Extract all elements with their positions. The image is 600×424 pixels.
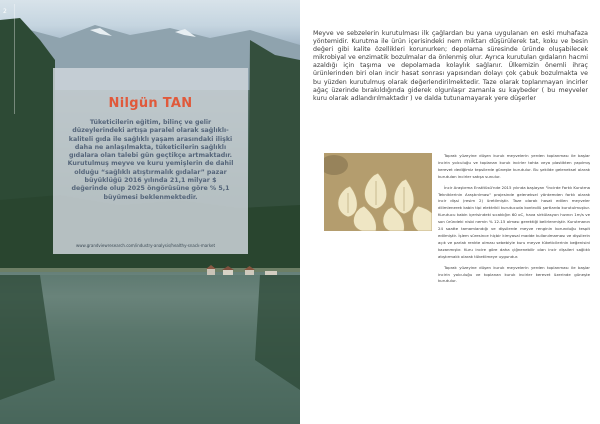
source-url[interactable]: www.grandviewresearch.com/industry-analysis/healthy-snack-market: [76, 243, 216, 248]
dried-fig-photo: [324, 153, 432, 231]
body-column: [438, 153, 590, 289]
author-name: Nilgün TAN: [108, 96, 193, 111]
column-paragraph: Toprak yüzeyine düşen kuruk meyvelerin yerden toplanması ile başlar incirin yolculuğu ve toplanan kuruk incirler tahta veya plastikten yapılmış kerevet dediğimiz tepsilerde güneşte kurutulur. Bu şekilde geleneksel olarak kurutulan incirler satışa sunulur.: [438, 153, 590, 179]
page-number: 2: [3, 8, 7, 15]
margin-line: [14, 4, 15, 114]
info-card: [53, 68, 248, 254]
column-paragraph: Toprak yüzeyine düşen kuruk meyvelerin yerden toplanması ile başlar incirin yolculuğu ve toplanan kuruk incirler kerevet üzerinde güneşte kurutulur.: [438, 264, 590, 284]
dried-figs-illustration: [324, 153, 432, 231]
shore-houses: [205, 264, 285, 276]
summary-text: Tüketicilerin eğitim, bilinç ve gelir düzeylerindeki artışa paralel olarak sağlıklı-kaliteli gıda ile sağlıklı yaşam arasındaki ilişki daha ne anlaşılmakta, tüketicilerin sağlıklı gıdalara olan talebi gün geçtikçe artmaktadır. Kurutulmuş meyve ve kuru yemişlerin de dahil olduğu “sağlıklı atıştırmalık gıdalar” pazar büyüklüğü 2016 yılında 21,1 milyar $ değerinde olup 2025 öngörüsüne göre % 5,1 büyümesi beklenmektedir.: [67, 119, 234, 201]
right-page: [300, 0, 600, 424]
column-paragraph: İncir Araştırma Enstitüsü'nde 2015 yılında başlayan "İncirde Farklı Kurutma Tekniklerinin Araştırılması" projesinde geleneksel yöntemden farklı olarak incir dişsi (resim 2) üretilmiştir. Taze olarak hasat edilen meyveler dilimlenerek kabin tipi elektrikli kurutucuda kontrollü şartlarda kurutulmuştur. Kurutucu kabin içerisindeki sıcaklığın 60 oC, hava sirkülasyon hızının 1m/s ve son üründeki nisbi nemin % 12-15 olması gerektiği belirlenmiştir. Kurutmanın 24 saatte tamamlandığı ve dişsilerde meyve renginin korunduğu tespit edilmiştir. İşlem süresince hiçbir kimyasal madde kullanılmaması ve dişsilerin açık ve parlak renkte olması sebebiyle kuru meyve tüketicilerinin beğenisini kazanmıştır. Kuru incire göre daha çiğnenebilir olan incir dişsileri sağlıklı atıştırmalık olarak tüketilmeye uygundur.: [438, 184, 590, 259]
intro-paragraph: Meyve ve sebzelerin kurutulması ilk çağlardan bu yana uygulanan en eski muhafaza yöntemidir. Kurutma ile ürün içerisindeki nem miktarı düşürülerek tat, koku ve besin değeri gibi kalite özellikleri korunurken; depolama süresinde üründe oluşabilecek mikrobiyal ve enzimatik bozulmalar da önlenmiş olur. Ayrıca kurutulan gıdaların hacmi azaldığı için taşıma ve depolamada kolaylık sağlanır. Ülkemizin önemli ihraç ürünlerinden biri olan incir hasat sonrası yapısından dolayı çok çabuk bozulmakta ve bu yüzden kurutulmuş olarak değerlendirilmektedir. Taze olarak toplanmayan incirler ağaç üzerinde bırakıldığında giderek olgunlaşır zamanla su kaybeder ( bu meyveler kuru olarak adlandırılmaktadır ) ve dalda tutunamayarak yere düşerler: [313, 30, 588, 102]
